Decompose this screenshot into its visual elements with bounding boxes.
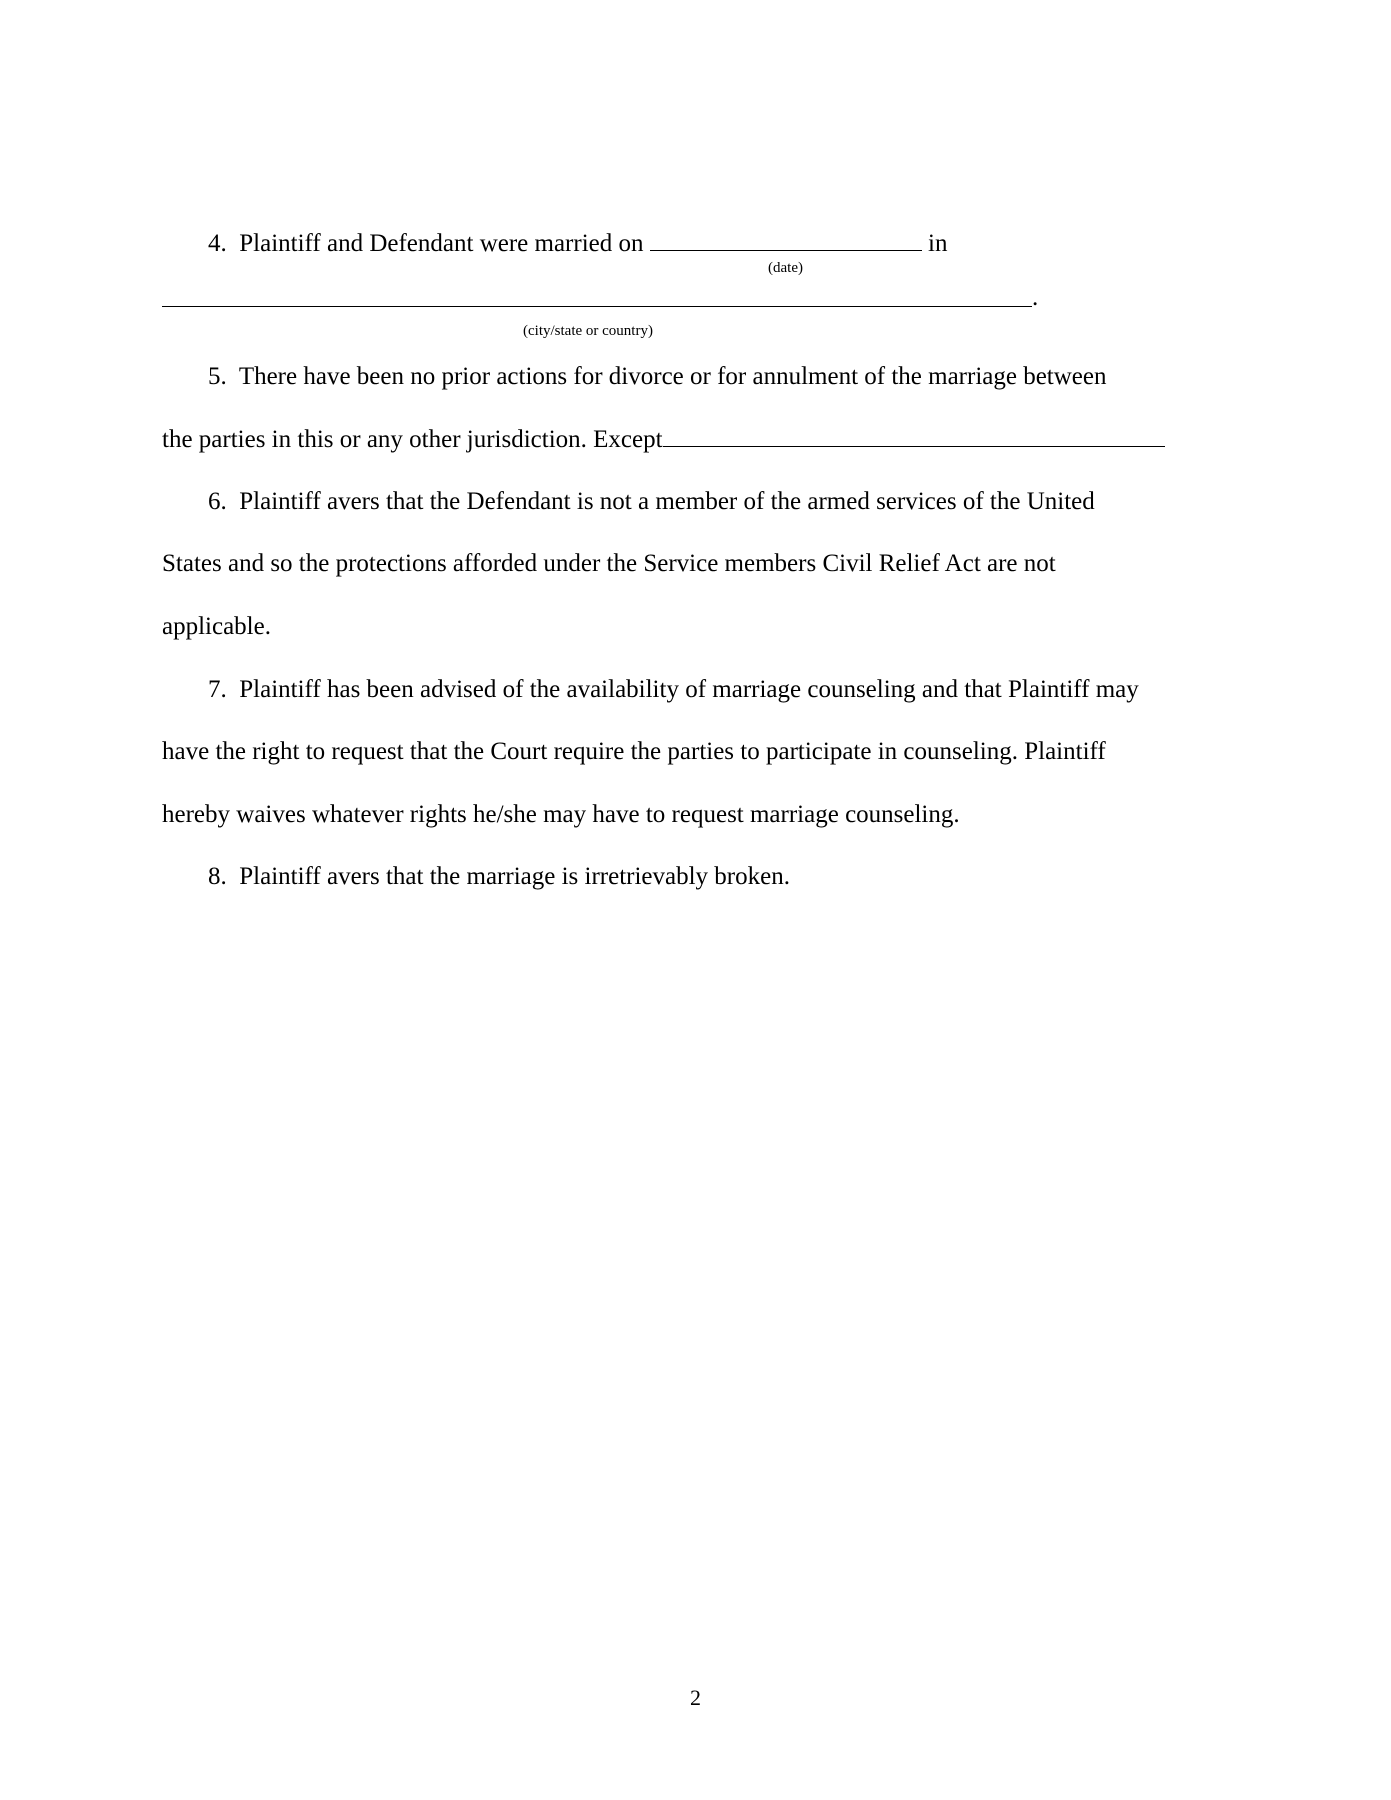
paragraph-8-line-1	[208, 862, 790, 892]
paragraph-8-text-1: Plaintiff avers that the marriage is irretrievably broken.	[239, 863, 790, 890]
paragraph-5-line-2	[162, 424, 1165, 455]
paragraph-7-number: 7.	[208, 676, 227, 703]
marriage-place-blank[interactable]	[162, 306, 1032, 307]
paragraph-4-line-1	[208, 228, 947, 259]
paragraph-8-number: 8.	[208, 863, 227, 890]
paragraph-7-line-2: have the right to request that the Court require the parties to participate in counseling. Plaintiff	[162, 738, 1106, 765]
marriage-date-blank[interactable]	[650, 228, 922, 251]
paragraph-5-number: 5.	[208, 363, 227, 390]
paragraph-5-line-1	[208, 362, 1107, 392]
date-caption: (date)	[768, 260, 803, 276]
paragraph-7-text-1: Plaintiff has been advised of the availability of marriage counseling and that Plaintiff may	[239, 676, 1139, 703]
paragraph-5-text-2: the parties in this or any other jurisdiction. Except	[162, 426, 663, 453]
paragraph-5-text-1: There have been no prior actions for divorce or for annulment of the marriage between	[238, 363, 1107, 390]
place-caption: (city/state or country)	[523, 323, 653, 339]
place-period: .	[1032, 284, 1039, 311]
paragraph-4-text: Plaintiff and Defendant were married on	[239, 230, 644, 257]
paragraph-6-line-3: applicable.	[162, 613, 271, 640]
paragraph-6-line-2: States and so the protections afforded under the Service members Civil Relief Act are not	[162, 550, 1056, 577]
paragraph-4-in: in	[928, 230, 948, 257]
paragraph-6-text-1: Plaintiff avers that the Defendant is not a member of the armed services of the United	[239, 488, 1095, 515]
page-number: 2	[690, 1685, 701, 1710]
paragraph-4-number: 4.	[208, 230, 227, 257]
paragraph-6-number: 6.	[208, 488, 227, 515]
paragraph-7-line-3: hereby waives whatever rights he/she may have to request marriage counseling.	[162, 801, 960, 828]
prior-actions-except-blank[interactable]	[663, 424, 1165, 447]
paragraph-7-line-1	[208, 675, 1139, 705]
paragraph-6-line-1	[208, 487, 1095, 517]
